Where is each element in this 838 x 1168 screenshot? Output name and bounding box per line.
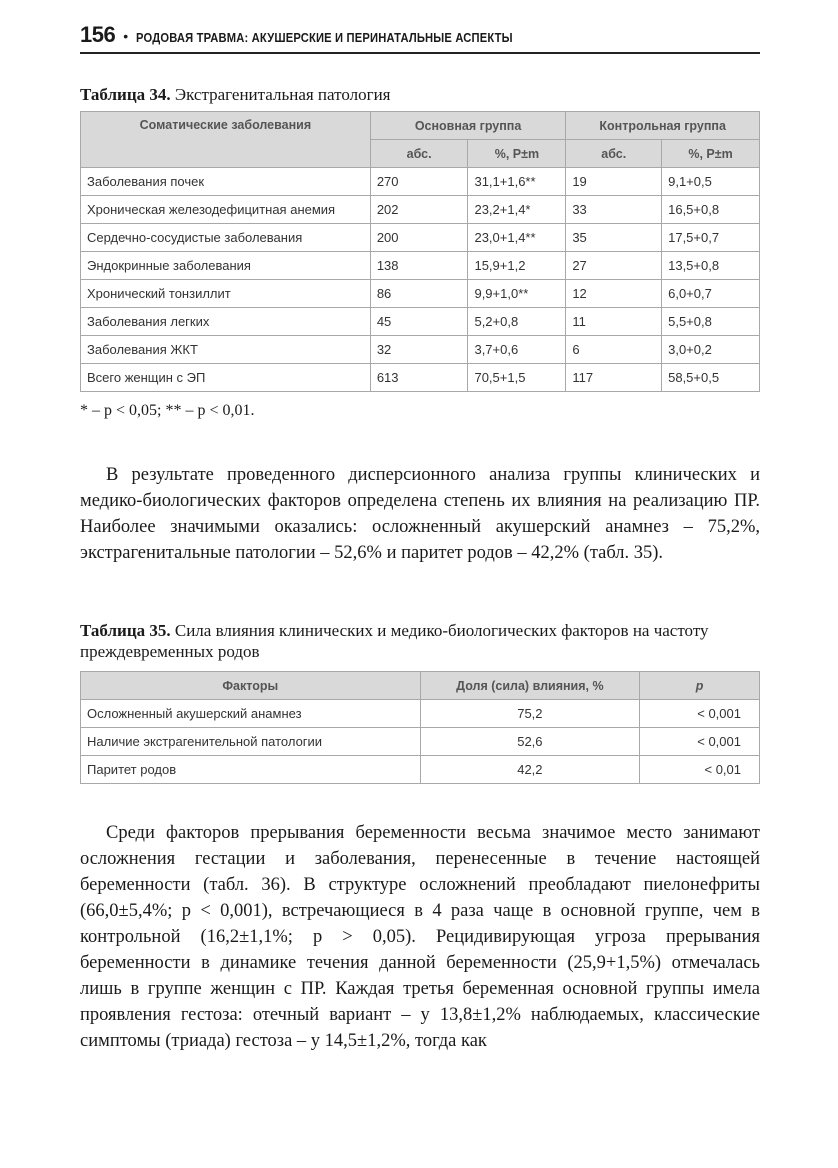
table-row xyxy=(81,700,760,728)
ctrl-pct: 13,5+0,8 xyxy=(662,252,760,280)
header-main-pct: %, P±m xyxy=(468,140,566,168)
table-row xyxy=(81,308,760,336)
table-row xyxy=(81,196,760,224)
header-ctrl-abs: абс. xyxy=(566,140,662,168)
header-main-group: Основная группа xyxy=(370,112,566,140)
header-p: p xyxy=(640,672,760,700)
ctrl-pct: 16,5+0,8 xyxy=(662,196,760,224)
paragraph-text: В результате проведенного дисперсионного анализа группы клинических и медико-биологических факторов определена степень их влияния на реализацию ПР. Наиболее значимыми оказались: осложненный акушерский анамнез – 75,2%, экстрагенитальные патологии – 52,6% и паритет родов – 42,2% (табл. 35). xyxy=(80,465,760,563)
ctrl-pct: 3,0+0,2 xyxy=(662,336,760,364)
header-ctrl-pct: %, P±m xyxy=(662,140,760,168)
factor-p: < 0,001 xyxy=(640,700,760,728)
table34-caption-label: Таблица 34. xyxy=(80,85,171,104)
ctrl-abs: 6 xyxy=(566,336,662,364)
main-pct: 3,7+0,6 xyxy=(468,336,566,364)
ctrl-pct: 58,5+0,5 xyxy=(662,364,760,392)
main-abs: 200 xyxy=(370,224,468,252)
main-pct: 70,5+1,5 xyxy=(468,364,566,392)
running-head xyxy=(80,22,760,54)
disease-name: Хронический тонзиллит xyxy=(81,280,371,308)
table35-caption xyxy=(80,620,770,662)
main-abs: 202 xyxy=(370,196,468,224)
table-row xyxy=(81,728,760,756)
factor-share: 75,2 xyxy=(420,700,640,728)
disease-name: Сердечно-сосудистые заболевания xyxy=(81,224,371,252)
table-row xyxy=(81,252,760,280)
ctrl-pct: 6,0+0,7 xyxy=(662,280,760,308)
ctrl-abs: 27 xyxy=(566,252,662,280)
header-factors: Факторы xyxy=(81,672,421,700)
table-row xyxy=(81,168,760,196)
disease-name: Всего женщин с ЭП xyxy=(81,364,371,392)
body-paragraph-2 xyxy=(80,820,760,1054)
factor-p: < 0,001 xyxy=(640,728,760,756)
table34-footnote: * – p < 0,05; ** – p < 0,01. xyxy=(80,402,255,419)
main-abs: 138 xyxy=(370,252,468,280)
ctrl-abs: 117 xyxy=(566,364,662,392)
main-abs: 32 xyxy=(370,336,468,364)
main-abs: 45 xyxy=(370,308,468,336)
main-pct: 23,0+1,4** xyxy=(468,224,566,252)
table34-caption xyxy=(80,84,760,105)
header-diseases: Соматические заболевания xyxy=(81,112,371,168)
ctrl-abs: 12 xyxy=(566,280,662,308)
factor-name: Наличие экстрагенительной патологии xyxy=(81,728,421,756)
ctrl-abs: 33 xyxy=(566,196,662,224)
main-abs: 86 xyxy=(370,280,468,308)
factor-p: < 0,01 xyxy=(640,756,760,784)
disease-name: Заболевания почек xyxy=(81,168,371,196)
ctrl-pct: 5,5+0,8 xyxy=(662,308,760,336)
table-row xyxy=(81,364,760,392)
main-pct: 9,9+1,0** xyxy=(468,280,566,308)
disease-name: Заболевания легких xyxy=(81,308,371,336)
disease-name: Эндокринные заболевания xyxy=(81,252,371,280)
header-share: Доля (сила) влияния, % xyxy=(420,672,640,700)
factor-name: Осложненный акушерский анамнез xyxy=(81,700,421,728)
disease-name: Заболевания ЖКТ xyxy=(81,336,371,364)
header-control-group: Контрольная группа xyxy=(566,112,760,140)
main-pct: 31,1+1,6** xyxy=(468,168,566,196)
table-row xyxy=(81,280,760,308)
ctrl-abs: 11 xyxy=(566,308,662,336)
table-row xyxy=(81,336,760,364)
ctrl-pct: 9,1+0,5 xyxy=(662,168,760,196)
main-abs: 613 xyxy=(370,364,468,392)
table-row xyxy=(81,224,760,252)
factor-share: 52,6 xyxy=(420,728,640,756)
table34-caption-text: Экстрагенитальная патология xyxy=(170,85,391,104)
table-row xyxy=(81,756,760,784)
table35 xyxy=(80,671,760,784)
main-pct: 23,2+1,4* xyxy=(468,196,566,224)
page-number: 156 xyxy=(80,22,116,47)
ctrl-abs: 19 xyxy=(566,168,662,196)
body-paragraph-1 xyxy=(80,462,760,566)
running-title: РОДОВАЯ ТРАВМА: АКУШЕРСКИЕ И ПЕРИНАТАЛЬНЫЕ АСПЕКТЫ xyxy=(136,30,513,45)
header-bullet: • xyxy=(123,28,129,44)
main-pct: 5,2+0,8 xyxy=(468,308,566,336)
disease-name: Хроническая железодефицитная анемия xyxy=(81,196,371,224)
table35-caption-text: Сила влияния клинических и медико-биологических факторов на частоту преждевременных родов xyxy=(80,621,709,661)
main-abs: 270 xyxy=(370,168,468,196)
paragraph-text: Среди факторов прерывания беременности весьма значимое место занимают осложнения гестации и заболевания, перенесенные в течение настоящей беременности (табл. 36). В структуре осложнений преобладают пиелонефриты (66,0±5,4%; p < 0,001), встречающиеся в 4 раза чаще в основной группе, чем в контрольной (16,2±1,1%; p > 0,05). Рецидивирующая угроза прерывания беременности в динамике течения данной беременности (25,9+1,5%) отмечалась лишь в группе женщин с ПР. Каждая третья беременная основной группы имела проявления гестоза: отечный вариант – у 13,8±1,2% наблюдаемых, классические симптомы (триада) гестоза – у 14,5±1,2%, тогда как xyxy=(80,823,760,1051)
table34 xyxy=(80,111,760,392)
factor-share: 42,2 xyxy=(420,756,640,784)
main-pct: 15,9+1,2 xyxy=(468,252,566,280)
ctrl-pct: 17,5+0,7 xyxy=(662,224,760,252)
table35-caption-label: Таблица 35. xyxy=(80,621,171,640)
ctrl-abs: 35 xyxy=(566,224,662,252)
header-main-abs: абс. xyxy=(370,140,468,168)
factor-name: Паритет родов xyxy=(81,756,421,784)
